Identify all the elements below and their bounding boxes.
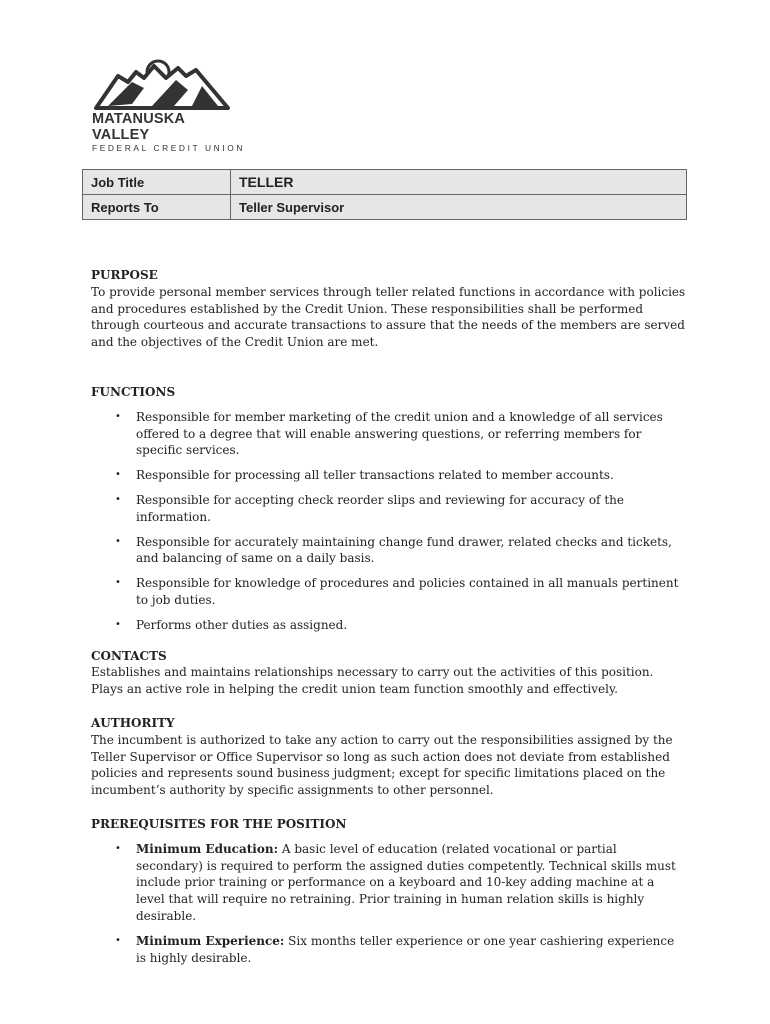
list-item <box>91 492 686 526</box>
prerequisites-section <box>91 816 686 966</box>
list-item <box>91 575 686 609</box>
reports-to-label: Reports To <box>83 195 231 220</box>
document-body <box>91 267 686 974</box>
credit-union-logo <box>92 58 245 154</box>
bullet-icon: • <box>115 842 121 854</box>
job-title-value: TELLER <box>231 170 687 195</box>
bullet-icon: • <box>115 535 121 547</box>
function-text: Responsible for knowledge of procedures and policies contained in all manuals pertinent to job duties. <box>136 576 679 607</box>
function-text: Responsible for accurately maintaining change fund drawer, related checks and tickets, and balancing of same on a daily basis. <box>136 534 672 566</box>
list-item <box>91 409 686 459</box>
list-item <box>91 933 686 967</box>
bullet-icon: • <box>115 410 121 422</box>
purpose-heading: PURPOSE <box>91 268 158 282</box>
prerequisite-text: A basic level of education (related vocational or partial secondary) is required to perform the assigned duties competently. Technical skills must include prior training or performance on a keyboard and 10-key adding machine at a level that will require no retraining. Prior training in human relation skills is highly desirable. <box>136 841 676 923</box>
bullet-icon: • <box>115 934 121 946</box>
bullet-icon: • <box>115 469 121 481</box>
authority-section <box>91 715 686 799</box>
functions-heading: FUNCTIONS <box>91 384 176 399</box>
bullet-icon: • <box>115 618 121 630</box>
bullet-icon: • <box>115 577 121 589</box>
prerequisite-text: Six months teller experience or one year cashiering experience is highly desirable. <box>136 933 675 965</box>
prerequisite-label: Minimum Experience: <box>136 933 285 948</box>
job-title-label: Job Title <box>83 170 231 195</box>
bullet-icon: • <box>115 493 121 505</box>
prerequisites-heading: PREREQUISITES FOR THE POSITION <box>91 816 347 831</box>
function-text: Responsible for member marketing of the credit union and a knowledge of all services offered to a degree that will enable answering questions, or referring members for specific services. <box>136 409 663 458</box>
function-text: Responsible for processing all teller transactions related to member accounts. <box>136 468 614 483</box>
purpose-section <box>91 267 686 351</box>
contacts-heading: CONTACTS <box>91 648 167 663</box>
purpose-text: To provide personal member services through teller related functions in accordance with policies and procedures established by the Credit Union. These responsibilities shall be performed through courteous and accurate transactions to assure that the needs of the members are served and the objectives of the Credit Union are met. <box>91 284 686 350</box>
list-item <box>91 467 686 484</box>
reports-to-value: Teller Supervisor <box>231 195 687 220</box>
prerequisites-list <box>91 841 686 967</box>
functions-section <box>91 384 686 634</box>
authority-heading: AUTHORITY <box>91 715 175 730</box>
list-item <box>91 617 686 634</box>
function-text: Performs other duties as assigned. <box>136 617 348 632</box>
list-item <box>91 534 686 568</box>
functions-list <box>91 409 686 634</box>
table-row <box>83 195 687 220</box>
job-info-table <box>82 169 687 220</box>
contacts-section <box>91 648 686 698</box>
list-item <box>91 841 686 925</box>
mountain-logo-icon <box>92 58 232 110</box>
logo-subtitle: FEDERAL CREDIT UNION <box>92 143 245 153</box>
table-row <box>83 170 687 195</box>
prerequisite-label: Minimum Education: <box>136 841 279 856</box>
function-text: Responsible for accepting check reorder slips and reviewing for accuracy of the information. <box>136 492 624 524</box>
contacts-text: Establishes and maintains relationships necessary to carry out the activities of this position. Plays an active role in helping the credit union team function smoothly and effectively. <box>91 665 654 697</box>
logo-name: MATANUSKA VALLEY <box>92 111 185 143</box>
authority-text: The incumbent is authorized to take any action to carry out the responsibilities assigned by the Teller Supervisor or Office Supervisor so long as such action does not deviate from established policies and represents sound business judgment; except for specific limitations placed on the incumbent’s authority by specific assignments to other personnel. <box>91 732 673 798</box>
